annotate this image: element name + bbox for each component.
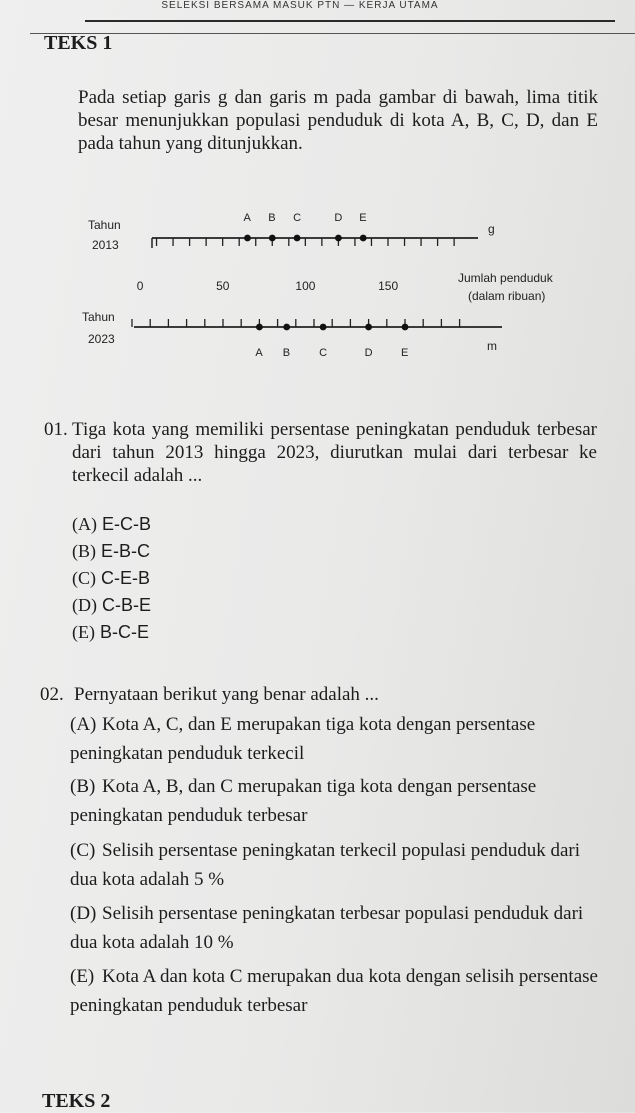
q1-option-c[interactable]: [72, 568, 150, 589]
q1-option-e[interactable]: [72, 622, 149, 643]
line-m-label: m: [487, 339, 497, 353]
option-label: (A): [72, 514, 97, 534]
option-text: Selisih persentase peningkatan terbesar populasi penduduk dari dua kota adalah 10 %: [70, 903, 584, 953]
option-text: E-B-C: [101, 541, 151, 561]
population-number-line-diagram: [0, 205, 600, 370]
line-g-ticks: [152, 238, 454, 248]
header-rule-top: [85, 20, 615, 22]
option-label: (D): [70, 903, 97, 924]
city-label-d-2023: D: [364, 347, 373, 359]
page-header-text: SELEKSI BERSAMA MASUK PTN — KERJA UTAMA: [161, 0, 439, 11]
q2-option-c[interactable]: [70, 836, 600, 894]
city-point-e-2023: [402, 324, 409, 331]
next-section-title: TEKS 2: [42, 1090, 111, 1112]
scale-tick-label: 150: [378, 279, 399, 293]
city-label-a-2013: A: [243, 212, 251, 224]
city-point-d-2023: [365, 324, 372, 331]
q1-option-b[interactable]: [72, 541, 150, 562]
scale-tick-labels: [137, 279, 399, 293]
scale-tick-label: 100: [295, 279, 316, 293]
option-text: E-C-B: [102, 514, 152, 534]
city-label-c-2013: C: [293, 212, 302, 224]
q2-option-b[interactable]: [70, 772, 600, 830]
intro-paragraph: Pada setiap garis g dan garis m pada gambar di bawah, lima titik besar menunjukkan populasi penduduk di kota A, B, C, D, dan E pada tahun yang ditunjukkan.: [78, 87, 598, 154]
city-label-b-2023: B: [282, 347, 291, 359]
q2-option-a[interactable]: [70, 710, 600, 768]
line-m-ticks: [132, 319, 460, 327]
option-label: (C): [72, 568, 96, 588]
q1-option-a[interactable]: [72, 514, 151, 535]
option-label: (B): [70, 776, 96, 797]
header-rule-bottom: [30, 33, 635, 34]
city-label-e-2013: E: [359, 212, 367, 224]
axis-title-line2: (dalam ribuan): [468, 289, 546, 303]
line-m-city-labels: [255, 347, 408, 359]
section-title: TEKS 1: [44, 32, 113, 54]
city-label-d-2013: D: [334, 212, 343, 224]
city-point-a-2013: [244, 235, 251, 242]
label-tahun-2023-line1: Tahun: [82, 310, 115, 324]
q1-option-d[interactable]: [72, 595, 151, 616]
label-tahun-2013-line1: Tahun: [88, 218, 121, 232]
axis-title-line1: Jumlah penduduk: [458, 271, 553, 285]
city-label-b-2013: B: [268, 212, 276, 224]
city-point-c-2013: [294, 235, 301, 242]
option-text: Kota A, C, dan E merupakan tiga kota dengan persentase peningkatan penduduk terkecil: [70, 714, 536, 764]
option-label: (C): [70, 840, 96, 861]
question-1-number: 01.: [44, 419, 68, 440]
option-text: Selisih persentase peningkatan terkecil populasi penduduk dari dua kota adalah 5 %: [70, 840, 581, 890]
label-tahun-2023-line2: 2023: [88, 332, 115, 346]
option-label: (A): [70, 714, 97, 735]
city-point-c-2023: [320, 324, 327, 331]
option-label: (D): [72, 595, 97, 615]
city-label-e-2023: E: [401, 347, 409, 359]
option-label: (B): [72, 541, 96, 561]
option-text: C-B-E: [102, 595, 152, 615]
scale-tick-label: 50: [216, 279, 230, 293]
scale-tick-label: 0: [136, 279, 144, 293]
question-1-text: Tiga kota yang memiliki persentase peningkatan penduduk terbesar dari tahun 2013 hingga 2023, diurutkan mulai dari terbesar ke terkecil adalah ...: [72, 419, 597, 486]
option-text: B-C-E: [100, 622, 149, 642]
line-g-city-labels: [243, 212, 366, 224]
city-point-a-2023: [256, 324, 263, 331]
city-point-b-2013: [269, 235, 276, 242]
line-g-label: g: [488, 222, 495, 236]
question-2-number: 02.: [40, 684, 64, 705]
city-label-c-2023: C: [319, 347, 328, 359]
option-text: Kota A dan kota C merupakan dua kota dengan selisih persentase peningkatan penduduk terbesar: [70, 966, 598, 1016]
city-label-a-2023: A: [255, 347, 263, 359]
city-point-b-2023: [283, 324, 290, 331]
city-point-e-2013: [360, 235, 367, 242]
option-text: C-E-B: [101, 568, 151, 588]
q2-option-d[interactable]: [70, 899, 600, 957]
city-point-d-2013: [335, 235, 342, 242]
label-tahun-2013-line2: 2013: [92, 238, 119, 252]
option-label: (E): [70, 966, 95, 987]
option-text: Kota A, B, dan C merupakan tiga kota dengan persentase peningkatan penduduk terbesar: [70, 776, 537, 826]
question-2-text: Pernyataan berikut yang benar adalah ...: [74, 684, 379, 705]
q2-option-e[interactable]: [70, 962, 600, 1020]
option-label: (E): [72, 622, 95, 642]
